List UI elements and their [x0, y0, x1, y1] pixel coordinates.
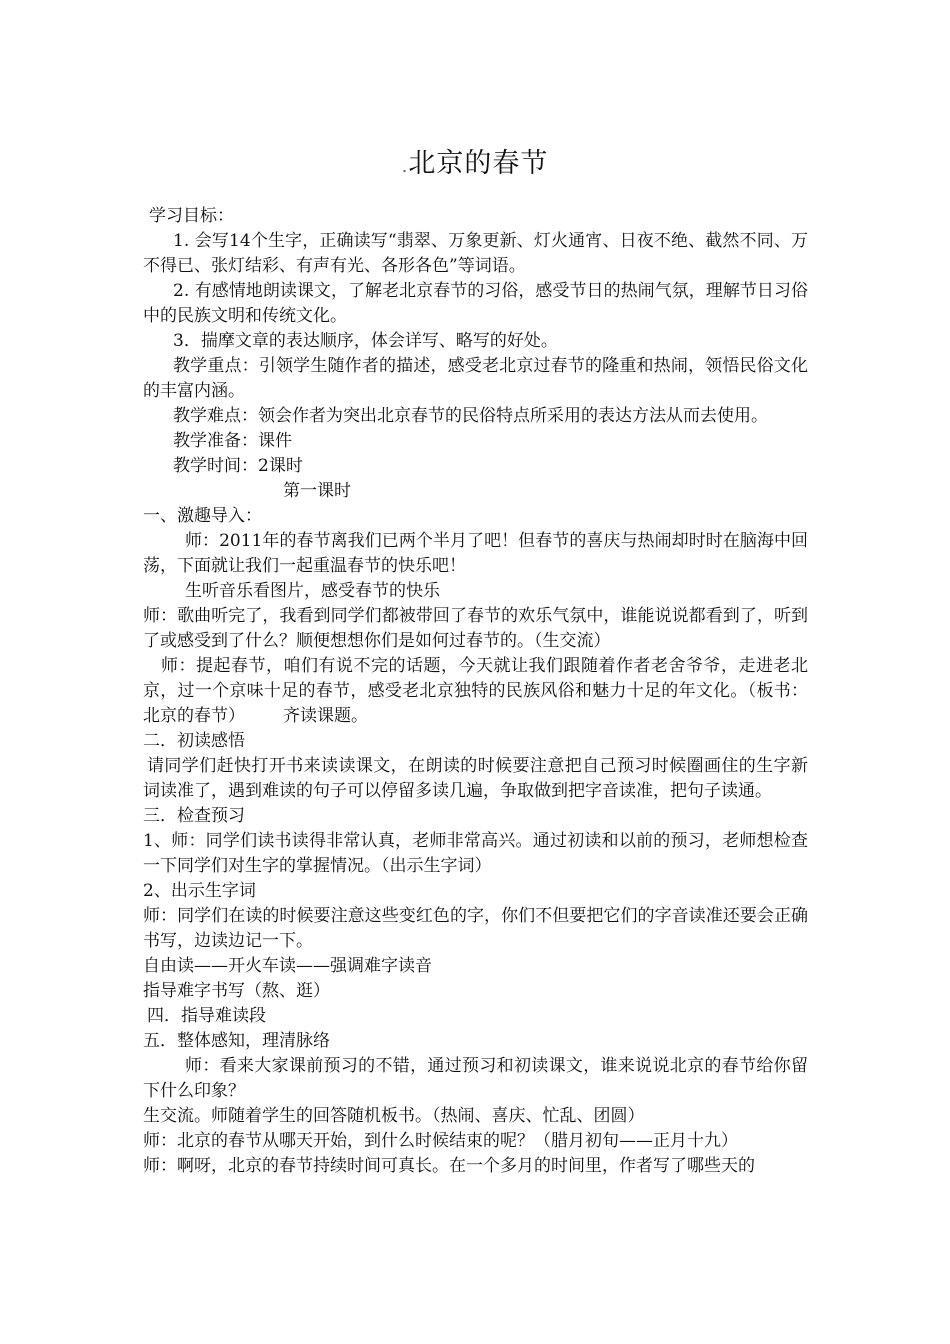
section-5-paragraph-2: 生交流。师随着学生的回答随机板书。（热闹、喜庆、忙乱、团圆） — [143, 1106, 645, 1126]
duration: 教学时间：2课时 — [173, 456, 303, 476]
section-3-heading: 三．检查预习 — [143, 806, 245, 826]
section-4-heading: 四．指导难读段 — [147, 1006, 266, 1026]
objective-item-3: 3．揣摩文章的表达顺序，体会详写、略写的好处。 — [173, 331, 558, 351]
section-2-heading: 二．初读感悟 — [143, 731, 245, 751]
section-5-paragraph-4: 师：啊呀，北京的春节持续时间可真长。在一个多月的时间里，作者写了哪些天的 — [143, 1156, 755, 1176]
lesson-heading: 第一课时 — [283, 481, 351, 501]
section-1-paragraph-1: 师：2011年的春节离我们已两个半月了吧！但春节的喜庆与热闹却时时在脑海中回荡，下面就让我们一起重温春节的快乐吧！ — [143, 531, 808, 576]
objective-item-1: 1. 会写14个生字，正确读写“翡翠、万象更新、灯火通宵、日夜不绝、截然不同、万不得已、张灯结彩、有声有光、各形各色”等词语。 — [143, 231, 808, 276]
section-5-heading: 五．整体感知，理清脉络 — [143, 1031, 330, 1051]
objective-item-2: 2. 有感情地朗读课文，了解老北京春节的习俗，感受节日的热闹气氛，理解节日习俗中的民族文明和传统文化。 — [143, 281, 808, 326]
paragraph-4-tail: 齐读课题。 — [283, 706, 368, 726]
section-5-paragraph-1: 师：看来大家课前预习的不错，通过预习和初读课文，谁来说说北京的春节给你留下什么印象？ — [143, 1056, 808, 1101]
section-1-heading: 一、激趣导入： — [143, 506, 262, 526]
objectives-heading: 学习目标： — [149, 206, 234, 226]
section-3-paragraph-5: 指导难字书写（熬、逛） — [143, 981, 330, 1001]
difficulty: 教学难点：领会作者为突出北京春节的民俗特点所采用的表达方法从而去使用。 — [173, 406, 768, 426]
section-5-paragraph-3: 师：北京的春节从哪天开始，到什么时候结束的呢？（腊月初旬——正月十九） — [143, 1131, 738, 1151]
title-marker: . — [401, 156, 409, 177]
title-text: 北京的春节 — [408, 148, 549, 179]
key-point: 教学重点：引领学生随作者的描述，感受老北京过春节的隆重和热闹，领悟民俗文化的丰富内涵。 — [143, 356, 808, 401]
section-2-paragraph-1: 请同学们赶快打开书来读读课文，在朗读的时候要注意把自己预习时候圈画住的生字新词读准了，遇到难读的句子可以停留多读几遍，争取做到把字音读准，把句子读通。 — [143, 756, 808, 801]
document-title — [0, 146, 950, 185]
paragraph-4-text: 师：提起春节，咱们有说不完的话题，今天就让我们跟随着作者老舍爷爷，走进老北京，过一个京味十足的春节，感受老北京独特的民族风俗和魅力十足的年文化。（板书：北京的春节） — [143, 656, 808, 726]
preparation: 教学准备：课件 — [173, 431, 292, 451]
section-3-paragraph-1: 1、师：同学们读书读得非常认真，老师非常高兴。通过初读和以前的预习，老师想检查一下同学们对生字的掌握情况。（出示生字词） — [143, 831, 808, 876]
section-3-paragraph-3: 师：同学们在读的时候要注意这些变红色的字，你们不但要把它们的字音读准还要会正确书写，边读边记一下。 — [143, 906, 808, 951]
section-3-paragraph-2: 2、出示生字词 — [143, 881, 256, 901]
section-1-paragraph-4 — [143, 654, 808, 729]
section-1-paragraph-3: 师：歌曲听完了，我看到同学们都被带回了春节的欢乐气氛中，谁能说说都看到了，听到了或感受到了什么？顺便想想你们是如何过春节的。（生交流） — [143, 606, 808, 651]
document-body — [143, 204, 808, 1179]
section-3-paragraph-4: 自由读——开火车读——强调难字读音 — [143, 956, 432, 976]
section-1-paragraph-2: 生听音乐看图片，感受春节的快乐 — [185, 581, 440, 601]
